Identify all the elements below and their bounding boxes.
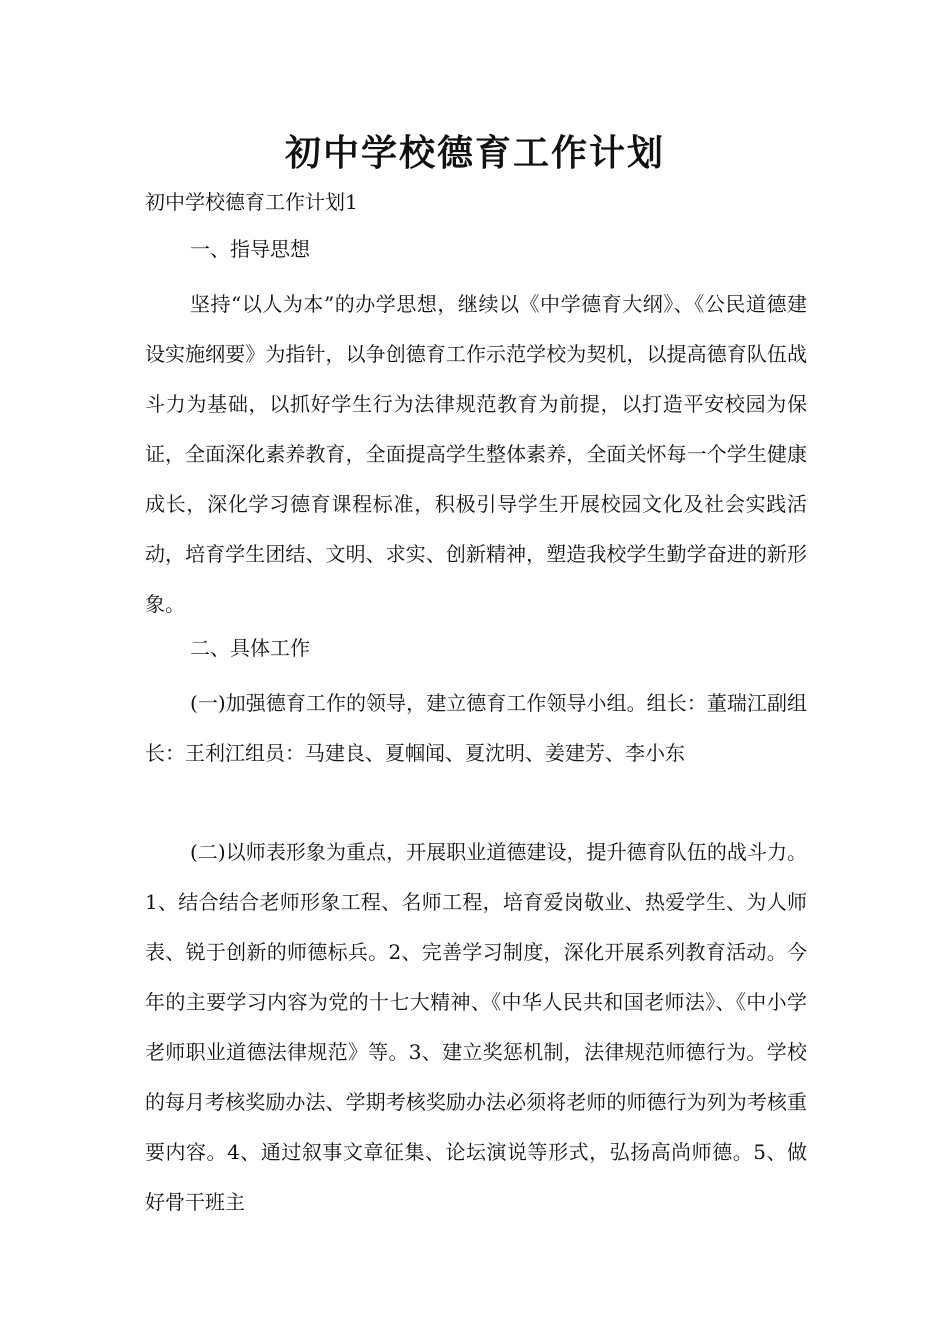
paragraph-guiding-ideology: 坚持“以人为本”的办学思想，继续以《中学德育大纲》、《公民道德建设实施纲要》为指针，以争创德育工作示范学校为契机，以提高德育队伍战斗力为基础，以抓好学生行为法律规范教育为前提，以打造平安校园为保证，全面深化素养教育，全面提高学生整体素养，全面关怀每一个学生健康成长，深化学习德育课程标准，积极引导学生开展校园文化及社会实践活动，培育学生团结、文明、求实、创新精神，塑造我校学生勤学奋进的新形象。 bbox=[145, 292, 807, 616]
document-title: 初中学校德育工作计划 bbox=[284, 133, 665, 174]
section-heading-specific-work: 二、具体工作 bbox=[190, 636, 310, 660]
section-heading-guiding-ideology: 一、指导思想 bbox=[190, 237, 310, 261]
paragraph-item-1: (一)加强德育工作的领导，建立德育工作领导小组。组长：董瑞江副组长：王利江组员：马建良、夏帼闻、夏沈明、姜建芳、李小东 bbox=[145, 691, 807, 765]
paragraph-item-2: (二)以师表形象为重点，开展职业道德建设，提升德育队伍的战斗力。1、结合结合老师形象工程、名师工程，培育爱岗敬业、热爱学生、为人师表、锐于创新的师德标兵。2、完善学习制度，深化开展系列教育活动。今年的主要学习内容为党的十七大精神、《中华人民共和国老师法》、《中小学老师职业道德法律规范》等。3、建立奖惩机制，法律规范师德行为。学校的每月考核奖励办法、学期考核奖励办法必须将老师的师德行为列为考核重要内容。4、通过叙事文章征集、论坛演说等形式，弘扬高尚师德。5、做好骨干班主 bbox=[145, 840, 807, 1214]
document-subtitle: 初中学校德育工作计划1 bbox=[145, 190, 358, 214]
